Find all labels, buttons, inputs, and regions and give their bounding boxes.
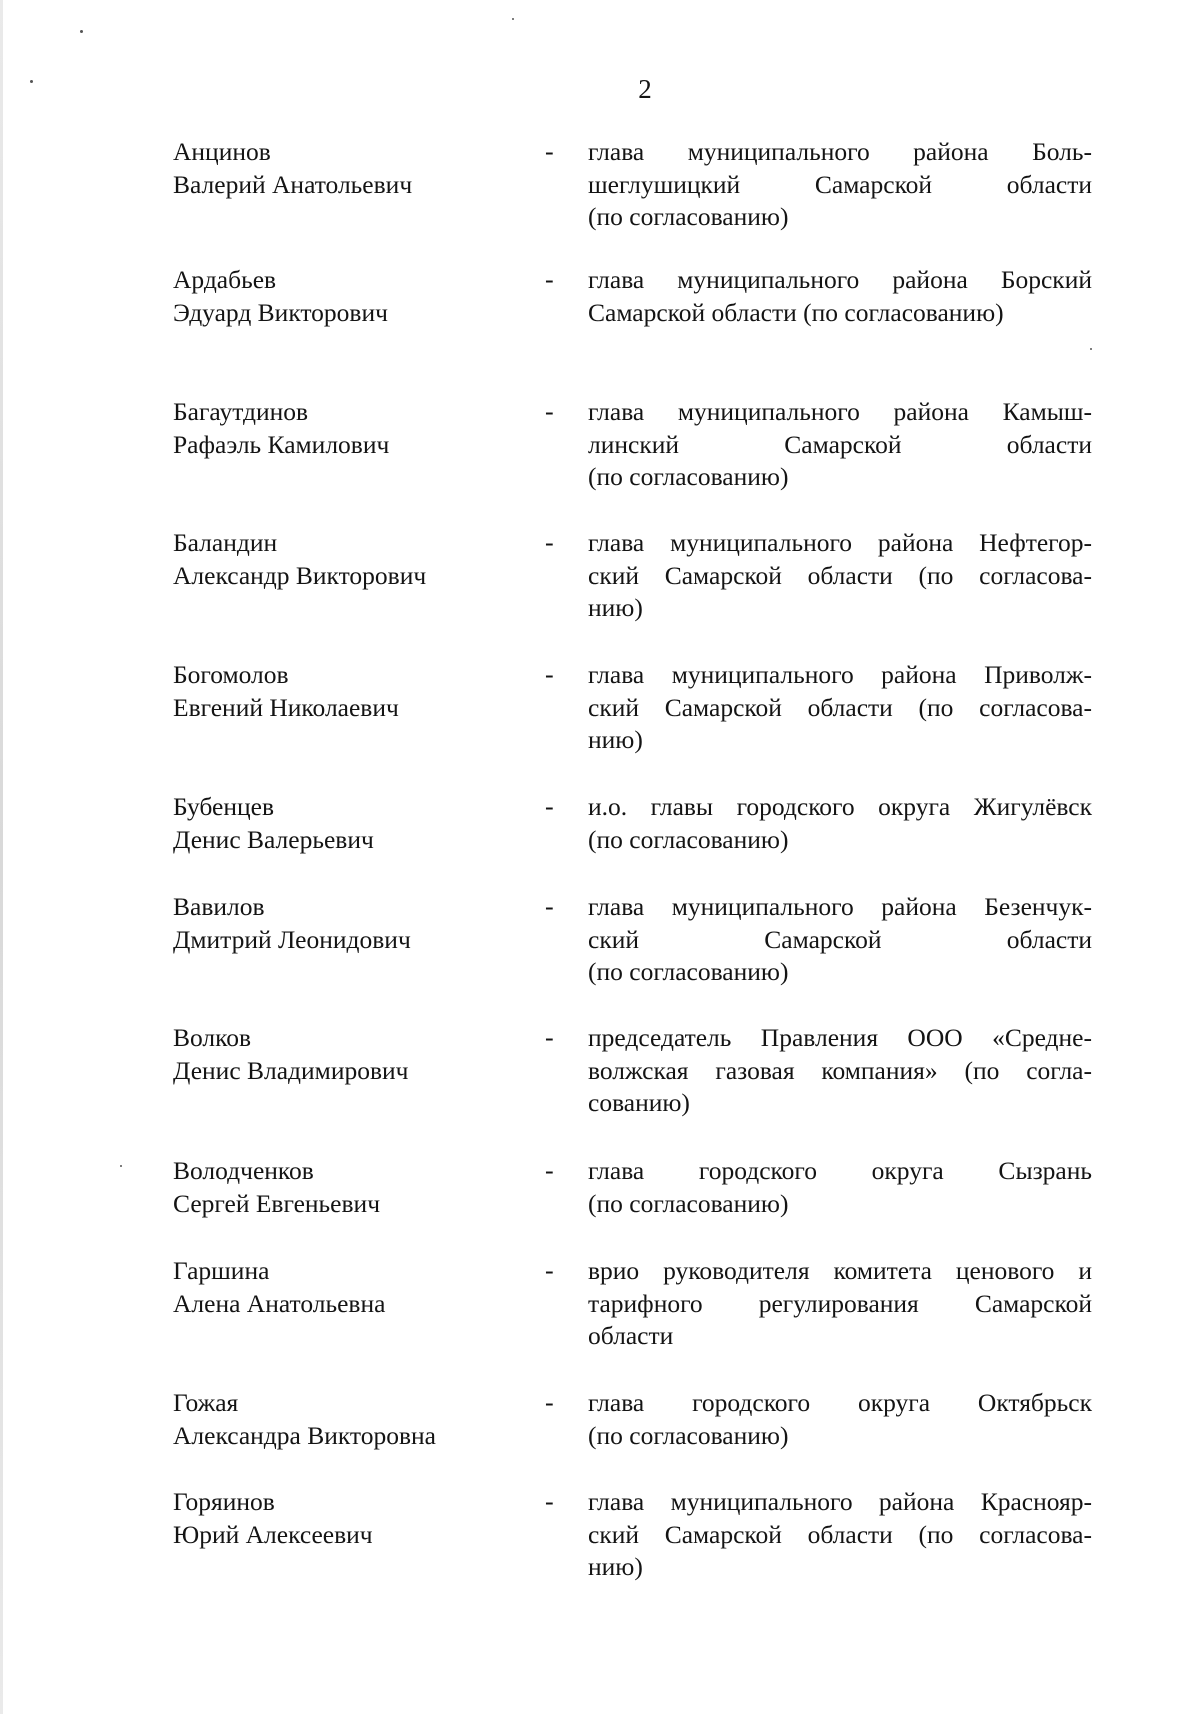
person-role (588, 1155, 1092, 1220)
role-line: шеглушицкий Самарской области (588, 169, 1092, 199)
role-line: тарифного регулирования Самарской (588, 1288, 1092, 1318)
person-name (173, 264, 513, 329)
role-line: (по согласованию) (588, 957, 789, 986)
role-line: (по согласованию) (588, 1188, 789, 1218)
person-name (173, 1486, 513, 1551)
role-line: ский Самарской области (по согласова- (588, 560, 1092, 590)
role-line: нию) (588, 1552, 643, 1581)
person-surname: Гожая (173, 1388, 239, 1417)
person-name (173, 891, 513, 956)
person-role (588, 136, 1092, 234)
person-role (588, 791, 1092, 856)
person-name (173, 791, 513, 856)
role-line: и.о. главы городского округа Жигулёвск (588, 792, 1092, 821)
person-surname: Баландин (173, 528, 278, 557)
role-line: глава городского округа Сызрань (588, 1156, 1092, 1185)
role-line: (по согласованию) (588, 1420, 789, 1450)
role-line: Самарской области (по согласованию) (588, 297, 1004, 327)
role-line: врио руководителя комитета ценового и (588, 1256, 1092, 1285)
role-line: (по согласованию) (588, 202, 789, 231)
person-role (588, 891, 1092, 989)
person-name (173, 1022, 513, 1087)
person-surname: Гаршина (173, 1256, 270, 1285)
separator-dash: - (545, 265, 554, 294)
role-line: глава муниципального района Борский (588, 265, 1092, 294)
scan-speck (512, 18, 514, 20)
role-line: глава городского округа Октябрьск (588, 1388, 1092, 1417)
role-line: ский Самарской области (по согласова- (588, 692, 1092, 722)
role-line: глава муниципального района Приволж- (588, 660, 1092, 689)
scan-speck (30, 80, 33, 83)
role-line: глава муниципального района Боль- (588, 137, 1092, 166)
person-role (588, 1255, 1092, 1353)
separator-dash: - (545, 660, 554, 689)
separator-dash: - (545, 1487, 554, 1516)
person-given-names: Денис Валерьевич (173, 824, 374, 854)
role-line: глава муниципального района Нефтегор- (588, 528, 1092, 557)
person-name (173, 527, 513, 592)
person-surname: Анцинов (173, 137, 271, 166)
separator-dash: - (545, 792, 554, 821)
separator-dash: - (545, 1156, 554, 1185)
role-line: (по согласованию) (588, 462, 789, 491)
separator-dash: - (545, 1256, 554, 1285)
page-number: 2 (638, 74, 652, 104)
person-given-names: Сергей Евгеньевич (173, 1188, 381, 1218)
role-line: нию) (588, 593, 643, 622)
role-line: линский Самарской области (588, 429, 1092, 459)
person-role (588, 1486, 1092, 1584)
person-name (173, 659, 513, 724)
separator-dash: - (545, 1023, 554, 1052)
role-line: сованию) (588, 1088, 690, 1117)
person-role (588, 1387, 1092, 1452)
person-name (173, 396, 513, 461)
role-line: глава муниципального района Камыш- (588, 397, 1092, 426)
person-surname: Вавилов (173, 892, 265, 921)
person-surname: Волков (173, 1023, 252, 1052)
role-line: волжская газовая компания» (по согла- (588, 1055, 1092, 1085)
person-surname: Володченков (173, 1156, 314, 1185)
person-surname: Ардабьев (173, 265, 277, 294)
person-given-names: Юрий Алексеевич (173, 1519, 373, 1549)
role-line: ский Самарской области (588, 924, 1092, 954)
scan-speck (80, 30, 83, 33)
role-line: глава муниципального района Краснояр- (588, 1487, 1092, 1516)
person-name (173, 136, 513, 201)
person-given-names: Рафаэль Камилович (173, 429, 390, 459)
person-given-names: Евгений Николаевич (173, 692, 399, 722)
person-given-names: Эдуард Викторович (173, 297, 388, 327)
role-line: ский Самарской области (по согласова- (588, 1519, 1092, 1549)
person-role (588, 396, 1092, 494)
role-line: (по согласованию) (588, 824, 789, 854)
person-given-names: Денис Владимирович (173, 1055, 409, 1085)
person-surname: Багаутдинов (173, 397, 309, 426)
separator-dash: - (545, 1388, 554, 1417)
separator-dash: - (545, 137, 554, 166)
separator-dash: - (545, 528, 554, 557)
person-name (173, 1155, 513, 1220)
role-line: нию) (588, 725, 643, 754)
person-given-names: Дмитрий Леонидович (173, 924, 411, 954)
scan-speck (120, 1165, 122, 1167)
person-given-names: Александр Викторович (173, 560, 427, 590)
scan-edge (0, 0, 3, 1714)
person-surname: Горяинов (173, 1487, 275, 1516)
scan-speck (1090, 348, 1092, 350)
person-name (173, 1387, 513, 1452)
role-line: области (588, 1321, 674, 1350)
person-role (588, 1022, 1092, 1120)
person-role (588, 264, 1092, 329)
person-surname: Бубенцев (173, 792, 275, 821)
person-given-names: Александра Викторовна (173, 1420, 436, 1450)
person-given-names: Алена Анатольевна (173, 1288, 386, 1318)
person-surname: Богомолов (173, 660, 289, 689)
person-role (588, 659, 1092, 757)
role-line: председатель Правления ООО «Средне- (588, 1023, 1092, 1052)
person-given-names: Валерий Анатольевич (173, 169, 413, 199)
person-name (173, 1255, 513, 1320)
person-role (588, 527, 1092, 625)
role-line: глава муниципального района Безенчук- (588, 892, 1092, 921)
separator-dash: - (545, 892, 554, 921)
separator-dash: - (545, 397, 554, 426)
